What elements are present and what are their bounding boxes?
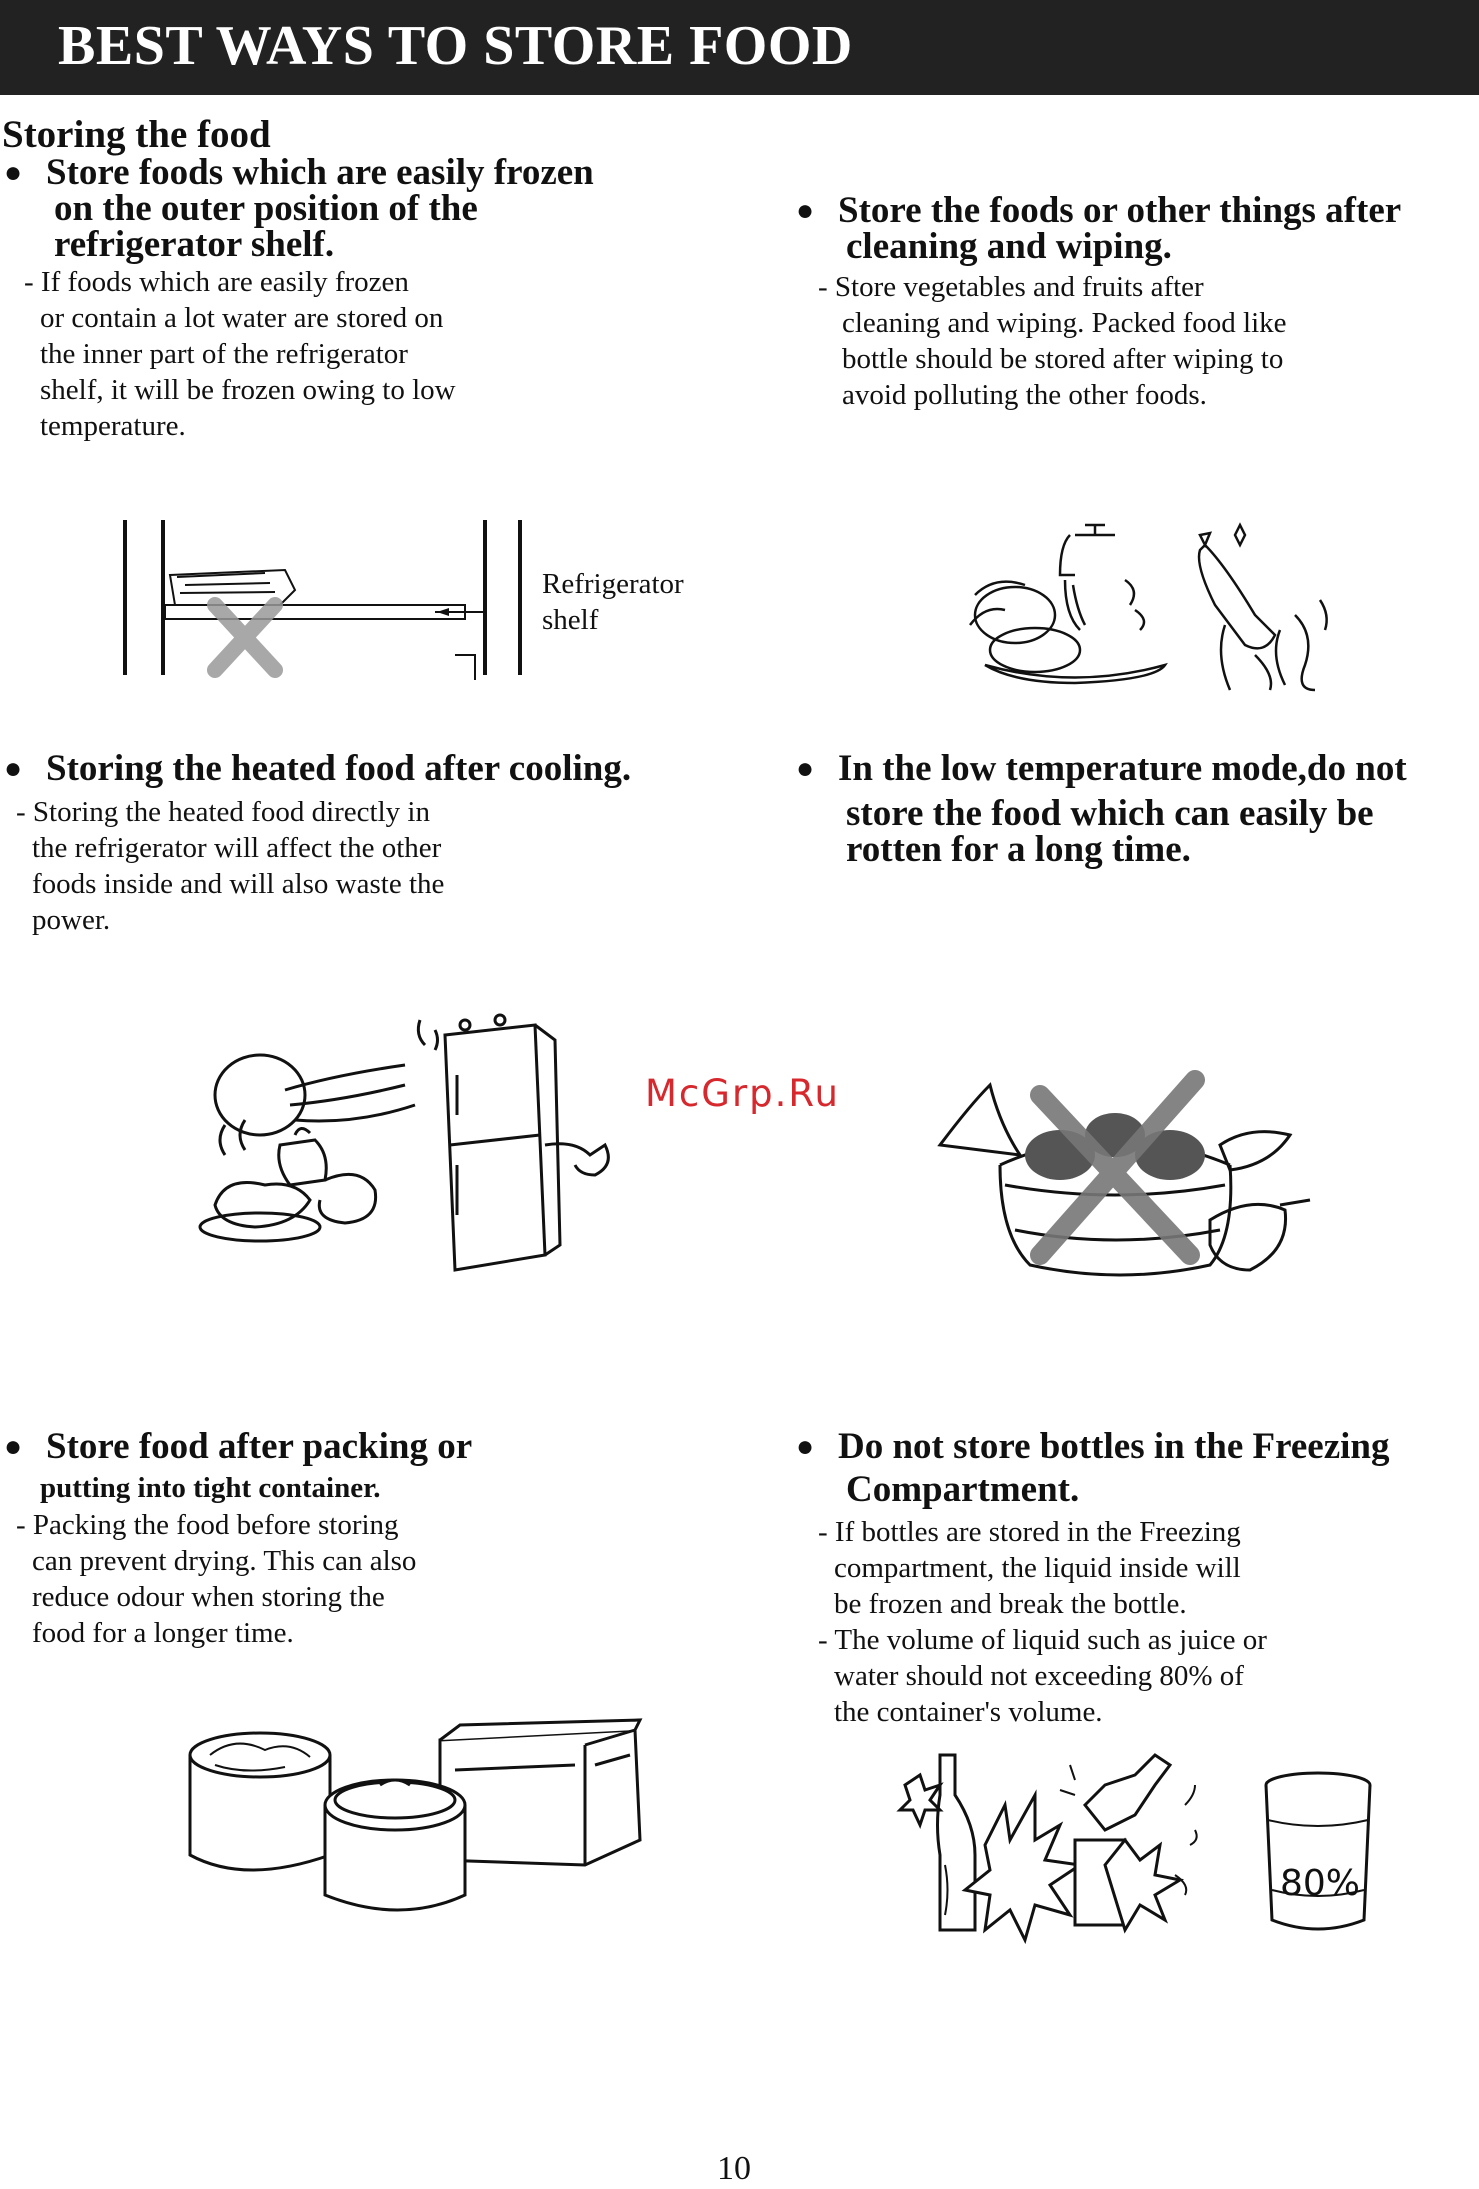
outer-shelf-body: - If foods which are easily frozen or contain a lot water are stored on the inner part of the refrigerator shelf, it will be frozen owing to low temperature. xyxy=(24,266,456,442)
bullet-icon: ● xyxy=(4,1430,23,1463)
shelf-label: Refrigerator shelf xyxy=(542,568,684,636)
washing-illustration xyxy=(955,505,1355,695)
bottles-title: ● Do not store bottles in the Freezing Compartment. xyxy=(796,1426,1390,1510)
packing-title: ● Store food after packing or xyxy=(4,1426,473,1467)
cleaning-title: ● Store the foods or other things after cleaning and wiping. xyxy=(796,190,1402,267)
bullet-icon: ● xyxy=(4,752,23,785)
refrigerator-illustration xyxy=(195,1005,635,1285)
bullet-icon: ● xyxy=(796,1430,815,1463)
packing-body: - Packing the food before storing can prevent drying. This can also reduce odour when storing the food for a longer time. xyxy=(16,1509,417,1649)
containers-illustration xyxy=(185,1715,645,1915)
section-heading: Storing the food xyxy=(2,113,271,156)
rotten-food-illustration xyxy=(930,1055,1320,1285)
outer-shelf-title: ● Store foods which are easily frozen on the outer position of the refrigerator shelf. xyxy=(4,152,594,265)
watermark: McGrp.Ru xyxy=(645,1072,840,1115)
bottles-body: - If bottles are stored in the Freezing compartment, the liquid inside will be frozen and break the bottle. - The volume of liquid such as juice or water should not exceeding 80% of the container's volume. xyxy=(818,1516,1267,1728)
bullet-icon: ● xyxy=(796,194,815,227)
page-title: BEST WAYS TO STORE FOOD xyxy=(58,15,853,77)
shelf-illustration xyxy=(115,515,535,680)
packing-subtitle: putting into tight container. xyxy=(40,1472,381,1504)
bullet-icon: ● xyxy=(4,156,23,189)
broken-bottles-illustration xyxy=(895,1745,1235,1945)
cooling-title: ● Storing the heated food after cooling. xyxy=(4,748,632,789)
bullet-icon: ● xyxy=(796,752,815,785)
cup-illustration xyxy=(1262,1770,1374,1940)
cooling-body: - Storing the heated food directly in the refrigerator will affect the other foods inside and will also waste the power. xyxy=(16,796,445,936)
header-bar xyxy=(0,0,1479,95)
page-number: 10 xyxy=(717,2150,751,2187)
low-temp-title: ● In the low temperature mode,do not store the food which can easily be rotten for a long time. xyxy=(796,748,1407,870)
cleaning-body: - Store vegetables and fruits after cleaning and wiping. Packed food like bottle should be stored after wiping to avoid polluting the other foods. xyxy=(818,271,1287,411)
cup-percent-label: 80% xyxy=(1280,1863,1361,1904)
